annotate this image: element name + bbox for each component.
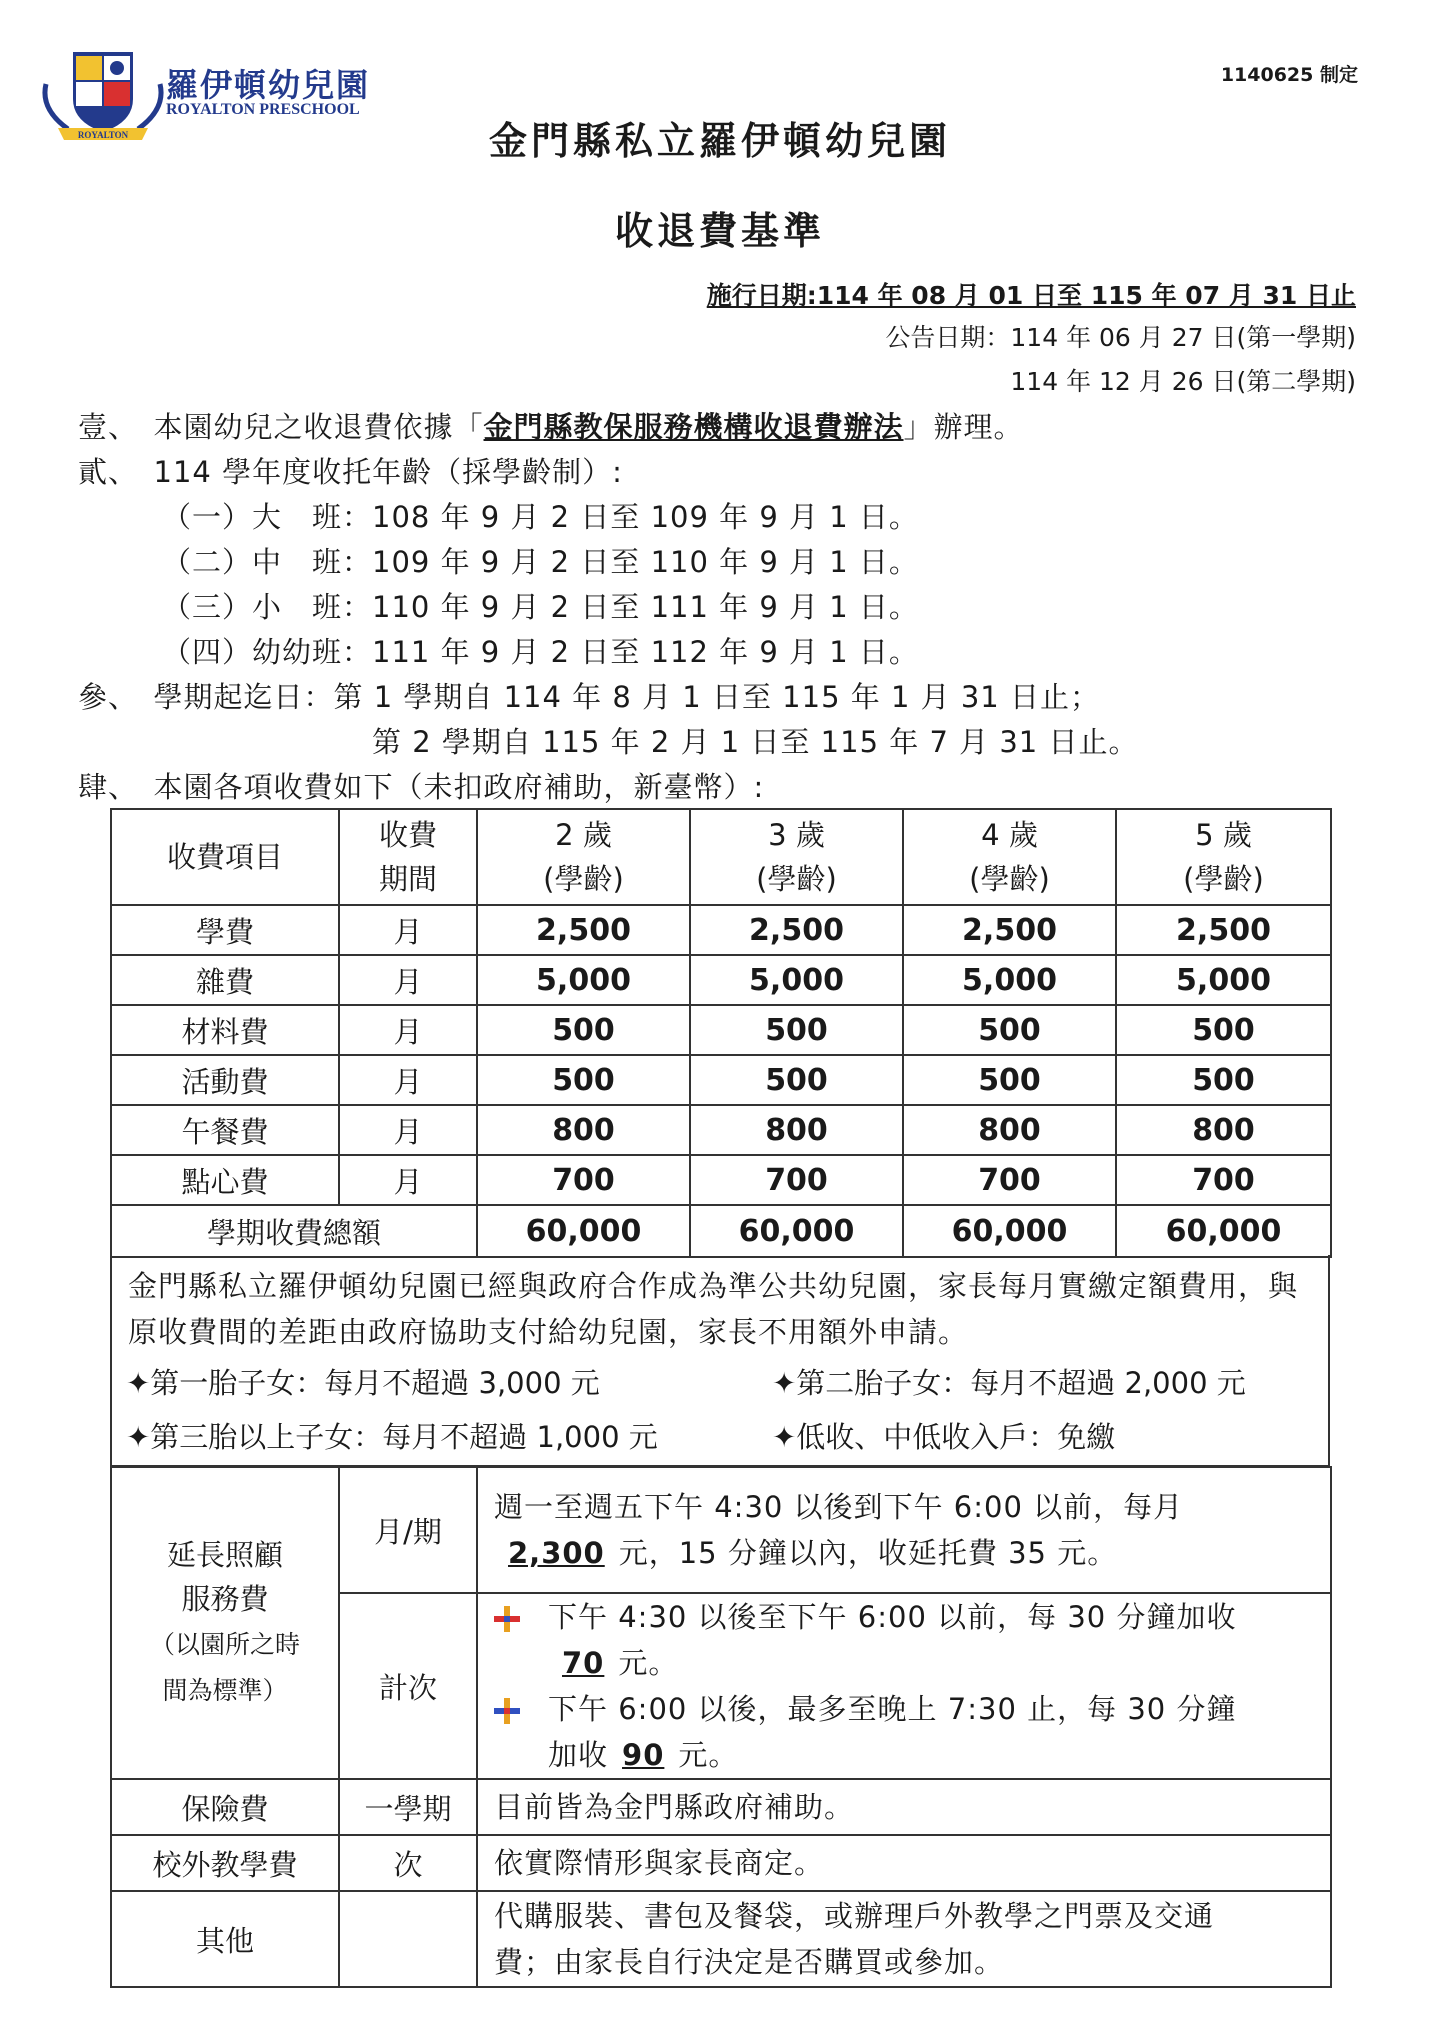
header-fee-item: 收費項目: [111, 809, 339, 905]
fee-value: 700: [903, 1155, 1116, 1205]
fee-value: 800: [1116, 1105, 1331, 1155]
visit-b-amount: 90: [622, 1738, 665, 1772]
section-1-suffix: 」辦理。: [903, 410, 1024, 444]
field-trip-description: 依實際情形與家長商定。: [477, 1835, 1331, 1891]
fee-value: 500: [690, 1055, 903, 1105]
fee-period: 月: [339, 1105, 477, 1155]
monthly-amount: 2,300: [508, 1536, 605, 1570]
extended-care-table: [110, 1466, 1332, 1988]
table-row: [111, 905, 1331, 955]
table-row: [111, 1779, 1331, 1835]
section-3-term-2: 第 2 學期自 115 年 2 月 1 日至 115 年 7 月 31 日止。: [372, 725, 1139, 759]
total-label: 學期收費總額: [111, 1205, 477, 1257]
subsidy-paragraph: 金門縣私立羅伊頓幼兒園已經與政府合作成為準公共幼兒園，家長每月實繳定額費用，與原收費間的差距由政府協助支付給幼兒園，家長不用額外申請。: [128, 1269, 1299, 1349]
per-visit-period: 計次: [339, 1593, 477, 1779]
fee-value: 800: [903, 1105, 1116, 1155]
fee-value: 800: [477, 1105, 690, 1155]
regulation-name: 金門縣教保服務機構收退費辦法: [483, 410, 904, 444]
table-row: [111, 1891, 1331, 1987]
field-trip-period: 次: [339, 1835, 477, 1891]
fee-value: 500: [690, 1005, 903, 1055]
fee-value: 500: [1116, 1005, 1331, 1055]
fee-value: 2,500: [1116, 905, 1331, 955]
fee-item: 材料費: [111, 1005, 339, 1055]
fee-period: 月: [339, 1055, 477, 1105]
table-row: [111, 955, 1331, 1005]
announce-date-1: 公告日期：114 年 06 月 27 日(第一學期): [885, 323, 1356, 352]
fee-value: 700: [477, 1155, 690, 1205]
fee-item: 點心費: [111, 1155, 339, 1205]
table-row: [111, 1467, 1331, 1593]
fee-value: 2,500: [477, 905, 690, 955]
field-trip-label: 校外教學費: [111, 1835, 339, 1891]
fee-item: 學費: [111, 905, 339, 955]
total-row: [111, 1205, 1331, 1257]
header-age-3: 3 歲 (學齡): [690, 809, 903, 905]
document-id: 1140625 制定: [1220, 64, 1358, 86]
total-value: 60,000: [477, 1205, 690, 1257]
per-visit-description: 下午 4:30 以後至下午 6:00 以前，每 30 分鐘加收 70 元。 下午 6:00 以後，最多至晚上 7:30 止，每 30 分鐘 加收 90 元。: [477, 1593, 1331, 1779]
section-4: 肆、 本園各項收費如下（未扣政府補助，新臺幣）:: [78, 770, 765, 804]
section-1: [78, 405, 1024, 446]
header-age-4: 4 歲 (學齡): [903, 809, 1116, 905]
fee-item: 午餐費: [111, 1105, 339, 1155]
monthly-period: 月/期: [339, 1467, 477, 1593]
subsidy-item-2: ✦第二胎子女：每月不超過 2,000 元: [772, 1366, 1246, 1400]
fee-value: 500: [1116, 1055, 1331, 1105]
fee-period: 月: [339, 905, 477, 955]
age-class-2: （二）中 班：109 年 9 月 2 日至 110 年 9 月 1 日。: [162, 545, 919, 579]
total-value: 60,000: [1116, 1205, 1331, 1257]
fee-value: 500: [477, 1055, 690, 1105]
fee-item: 雜費: [111, 955, 339, 1005]
table-row: [111, 1055, 1331, 1105]
effective-date: 施行日期:114 年 08 月 01 日至 115 年 07 月 31 日止: [706, 281, 1356, 310]
table-row: [111, 1155, 1331, 1205]
table-row: [111, 1005, 1331, 1055]
visit-a-amount: 70: [562, 1646, 605, 1680]
fee-value: 500: [477, 1005, 690, 1055]
other-label: 其他: [111, 1891, 339, 1987]
insurance-period: 一學期: [339, 1779, 477, 1835]
page-subtitle: 收退費基準: [614, 209, 825, 253]
header-age-5: 5 歲 (學齡): [1116, 809, 1331, 905]
svg-text:ROYALTON: ROYALTON: [77, 130, 129, 140]
fee-value: 5,000: [903, 955, 1116, 1005]
age-class-3: （三）小 班：110 年 9 月 2 日至 111 年 9 月 1 日。: [162, 590, 919, 624]
subsidy-item-3: ✦第三胎以上子女：每月不超過 1,000 元: [126, 1420, 658, 1454]
fee-table-header: [111, 809, 1331, 905]
header-age-2: 2 歲 (學齡): [477, 809, 690, 905]
school-name-logo-text: 羅伊頓幼兒園: [166, 66, 371, 104]
total-value: 60,000: [903, 1205, 1116, 1257]
other-period: [339, 1891, 477, 1987]
colored-cross-icon: [494, 1698, 520, 1724]
monthly-description: 週一至週五下午 4:30 以後到下午 6:00 以前，每月 2,300 元，15 分鐘以內，收延托費 35 元。: [477, 1467, 1331, 1593]
total-value: 60,000: [690, 1205, 903, 1257]
section-1-prefix: 壹、 本園幼兒之收退費依據「: [78, 410, 484, 444]
fee-value: 500: [903, 1055, 1116, 1105]
table-row: [111, 1105, 1331, 1155]
fee-value: 2,500: [903, 905, 1116, 955]
insurance-description: 目前皆為金門縣政府補助。: [477, 1779, 1331, 1835]
fee-period: 月: [339, 955, 477, 1005]
fee-period: 月: [339, 1155, 477, 1205]
insurance-label: 保險費: [111, 1779, 339, 1835]
colored-cross-icon: [494, 1606, 520, 1632]
subsidy-item-1: ✦第一胎子女：每月不超過 3,000 元: [126, 1366, 600, 1400]
age-class-1: （一）大 班：108 年 9 月 2 日至 109 年 9 月 1 日。: [162, 500, 919, 534]
section-2: 貳、 114 學年度收托年齡（採學齡制）:: [78, 455, 623, 489]
announce-date-2: 114 年 12 月 26 日(第二學期): [1010, 367, 1356, 396]
fee-value: 700: [690, 1155, 903, 1205]
fee-period: 月: [339, 1005, 477, 1055]
subsidy-note-box: [110, 1255, 1330, 1467]
fee-value: 2,500: [690, 905, 903, 955]
fee-value: 5,000: [477, 955, 690, 1005]
page-title: 金門縣私立羅伊頓幼兒園: [488, 119, 951, 163]
age-class-4: （四）幼幼班：111 年 9 月 2 日至 112 年 9 月 1 日。: [162, 635, 919, 669]
fee-value: 5,000: [690, 955, 903, 1005]
fee-item: 活動費: [111, 1055, 339, 1105]
header-fee-period: 收費 期間: [339, 809, 477, 905]
fee-table: [110, 808, 1332, 1258]
fee-value: 5,000: [1116, 955, 1331, 1005]
extended-care-label: 延長照顧 服務費 （以園所之時 間為標準）: [111, 1467, 339, 1779]
fee-value: 800: [690, 1105, 903, 1155]
table-row: [111, 1835, 1331, 1891]
fee-value: 700: [1116, 1155, 1331, 1205]
school-english-name: ROYALTON PRESCHOOL: [166, 101, 360, 118]
other-description: 代購服裝、書包及餐袋，或辦理戶外教學之門票及交通 費；由家長自行決定是否購買或參加。: [477, 1891, 1331, 1987]
section-3-term-1: 參、 學期起迄日：第 1 學期自 114 年 8 月 1 日至 115 年 1 月 31 日止；: [78, 680, 1100, 714]
fee-value: 500: [903, 1005, 1116, 1055]
subsidy-item-4: ✦低收、中低收入戶：免繳: [772, 1420, 1116, 1454]
